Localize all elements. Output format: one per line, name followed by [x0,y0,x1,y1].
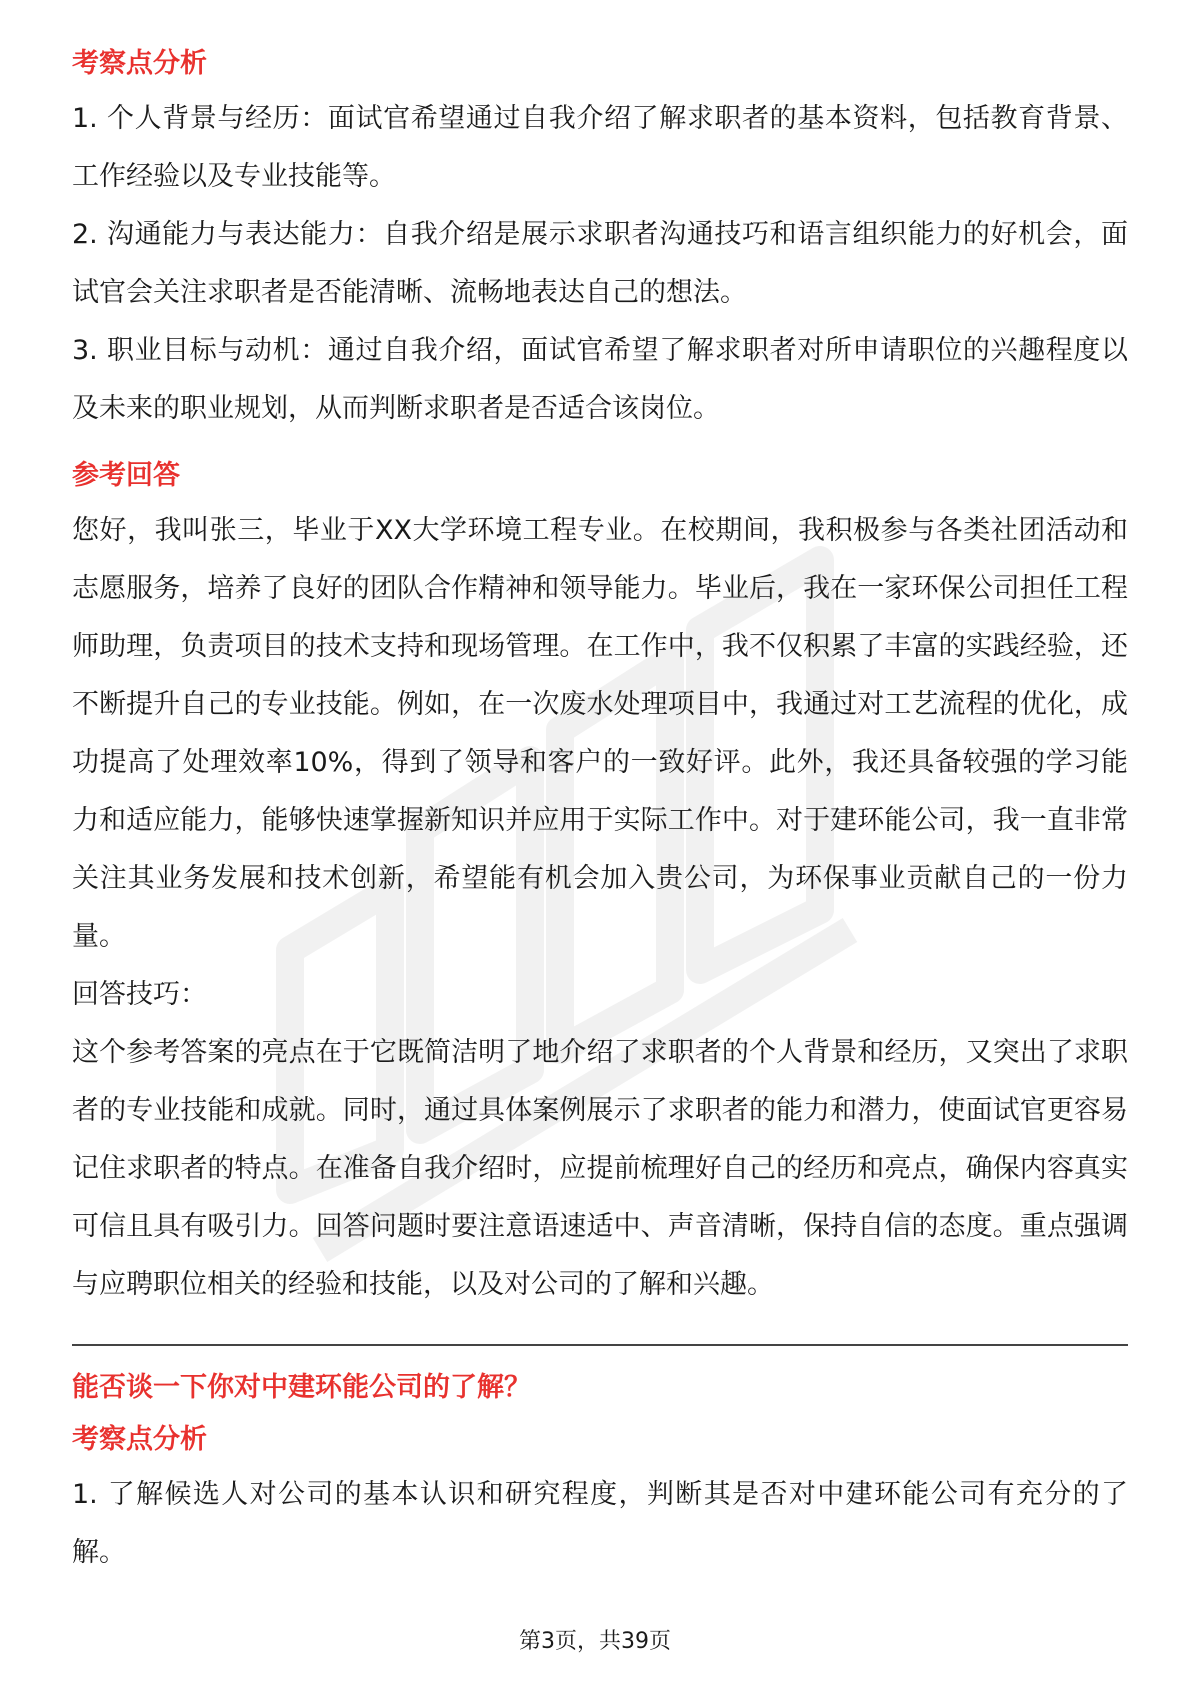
section-divider [72,1344,1128,1346]
page-number: 第3页，共39页 [519,1629,671,1654]
analysis-point: 2. 沟通能力与表达能力：自我介绍是展示求职者沟通技巧和语言组织能力的好机会，面试官会关注求职者是否能清晰、流畅地表达自己的想法。 [72,219,1128,308]
document-page [72,44,1128,1582]
tips-text: 这个参考答案的亮点在于它既简洁明了地介绍了求职者的个人背景和经历，又突出了求职者的专业技能和成就。同时，通过具体案例展示了求职者的能力和潜力，使面试官更容易记住求职者的特点。在准备自我介绍时，应提前梳理好自己的经历和亮点，确保内容真实可信且具有吸引力。回答问题时要注意语速适中、声音清晰，保持自信的态度。重点强调与应聘职位相关的经验和技能，以及对公司的了解和兴趣。 [72,1037,1128,1300]
analysis-heading: 考察点分析 [72,1424,207,1455]
answer-heading: 参考回答 [72,460,180,491]
analysis-point: 1. 了解候选人对公司的基本认识和研究程度，判断其是否对中建环能公司有充分的了解。 [72,1479,1128,1568]
answer-text: 您好，我叫张三，毕业于XX大学环境工程专业。在校期间，我积极参与各类社团活动和志愿服务，培养了良好的团队合作精神和领导能力。毕业后，我在一家环保公司担任工程师助理，负责项目的技术支持和现场管理。在工作中，我不仅积累了丰富的实践经验，还不断提升自己的专业技能。例如，在一次废水处理项目中，我通过对工艺流程的优化，成功提高了处理效率10%，得到了领导和客户的一致好评。此外，我还具备较强的学习能力和适应能力，能够快速掌握新知识并应用于实际工作中。对于建环能公司，我一直非常关注其业务发展和技术创新，希望能有机会加入贵公司，为环保事业贡献自己的一份力量。 [72,515,1128,952]
analysis-point: 1. 个人背景与经历：面试官希望通过自我介绍了解求职者的基本资料，包括教育背景、工作经验以及专业技能等。 [72,103,1128,192]
question-title: 能否谈一下你对中建环能公司的了解？ [72,1372,531,1403]
analysis-point: 3. 职业目标与动机：通过自我介绍，面试官希望了解求职者对所申请职位的兴趣程度以及未来的职业规划，从而判断求职者是否适合该岗位。 [72,335,1128,424]
analysis-heading: 考察点分析 [72,48,207,79]
tips-label: 回答技巧： [72,979,207,1010]
